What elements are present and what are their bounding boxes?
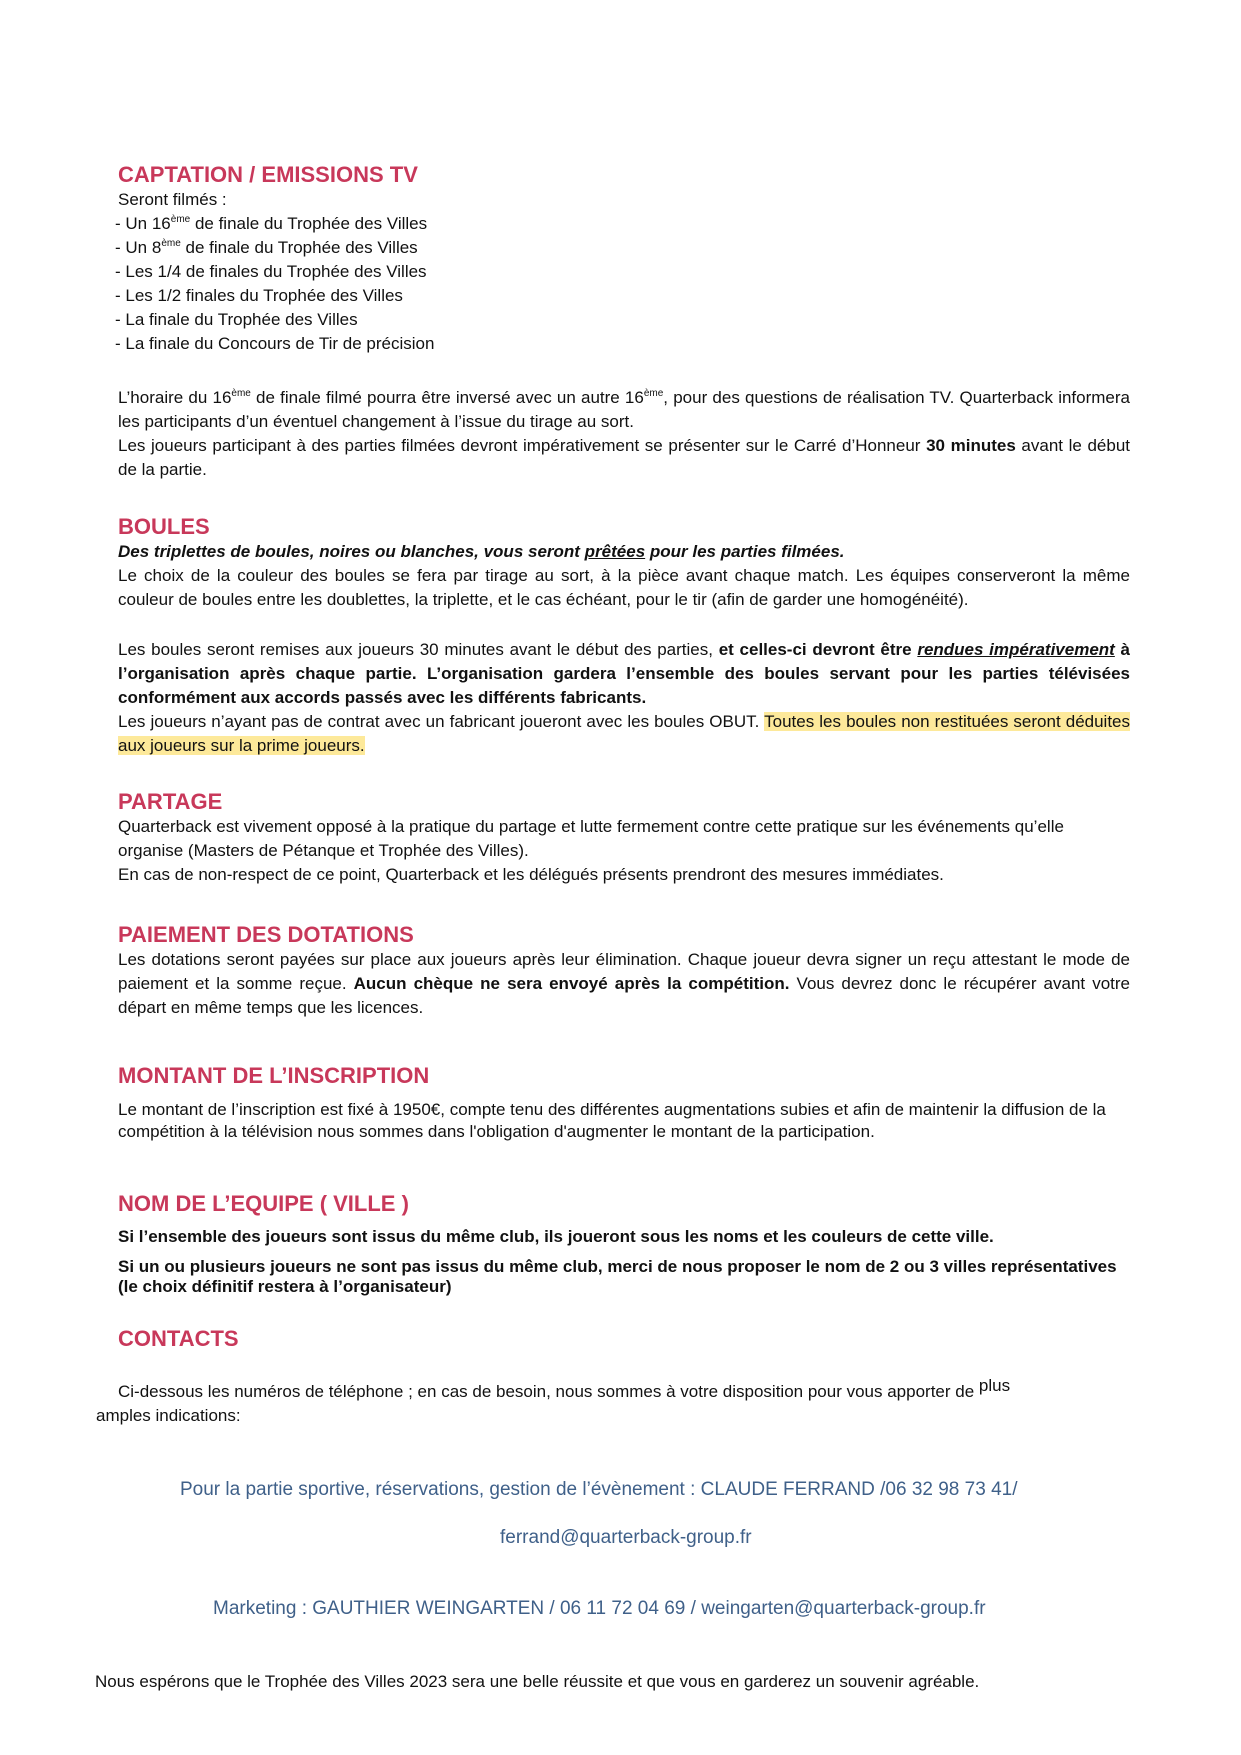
section-title: CONTACTS [118, 1326, 239, 1351]
section-paiement [118, 922, 1130, 1020]
partage-text: Quarterback est vivement opposé à la pratique du partage et lutte fermement contre cette pratique sur les événements qu’elle organise (Masters de Pétanque et Trophée des Villes). [118, 817, 1064, 860]
section-title: PAIEMENT DES DOTATIONS [118, 922, 414, 947]
paiement-text: Les dotations seront payées sur place aux joueurs après leur élimination. Chaque joueur devra signer un reçu attestant le mode de paiement et la somme reçue. Aucun chèque ne sera envoyé après la compétition. Vous devrez donc le récupérer avant votre départ en même temps que les licences. [118, 950, 1130, 1017]
section-title: NOM DE L’EQUIPE ( VILLE ) [118, 1191, 409, 1216]
section-title: CAPTATION / EMISSIONS TV [118, 162, 418, 187]
boules-lead: Des triplettes de boules, noires ou blanches, vous seront prêtées pour les parties filmées. [118, 542, 845, 561]
contact-sport: Pour la partie sportive, réservations, gestion de l’évènement : CLAUDE FERRAND /06 32 98 73 41/ [180, 1479, 1018, 1500]
list-item: - Les 1/2 finales du Trophée des Villes [115, 284, 1130, 308]
contacts-intro-end: amples indications: [96, 1406, 241, 1425]
contact-marketing: Marketing : GAUTHIER WEINGARTEN / 06 11 72 04 69 / weingarten@quarterback-group.fr [213, 1598, 986, 1619]
captation-paragraphs [118, 386, 1130, 482]
nom-same-club-text: Si l’ensemble des joueurs sont issus du même club, ils joueront sous les noms et les couleurs de cette ville. [118, 1227, 994, 1246]
closing-text: Nous espérons que le Trophée des Villes 2023 sera une belle réussite et que vous en garderez un souvenir agréable. [95, 1672, 980, 1691]
contacts-intro: Ci-dessous les numéros de téléphone ; en cas de besoin, nous sommes à votre disposition pour vous apporter de plus [118, 1376, 1011, 1401]
nom-mixed-club-text: Si un ou plusieurs joueurs ne sont pas issus du même club, merci de nous proposer le nom de 2 ou 3 villes représentatives (le choix définitif restera à l’organisateur) [118, 1257, 1117, 1296]
partage-measures-text: En cas de non-respect de ce point, Quarterback et les délégués présents prendront des mesures immédiates. [118, 865, 944, 884]
captation-arrival-text: Les joueurs participant à des parties filmées devront impérativement se présenter sur le Carré d’Honneur 30 minutes avant le début de la partie. [118, 436, 1131, 479]
montant-text: Le montant de l’inscription est fixé à 1950€, compte tenu des différentes augmentations subies et afin de maintenir la diffusion de la compétition à la télévision nous sommes dans l'obligation d'augmenter le montant de la participation. [118, 1100, 1106, 1141]
section-title: MONTANT DE L’INSCRIPTION [118, 1063, 430, 1088]
contact-sport-email[interactable]: ferrand@quarterback-group.fr [500, 1527, 752, 1548]
section-captation [118, 162, 1130, 356]
highlighted-text: Toutes les boules non restituées seront déduites aux joueurs sur la prime joueurs. [118, 712, 1131, 755]
section-nom-equipe [118, 1191, 1130, 1297]
list-item: - La finale du Trophée des Villes [115, 308, 1130, 332]
boules-obut-text: Les joueurs n’ayant pas de contrat avec un fabricant joueront avec les boules OBUT. Toutes les boules non restituées seront déduites aux joueurs sur la prime joueurs. [118, 712, 1131, 755]
section-contacts [118, 1326, 1130, 1352]
section-title: PARTAGE [118, 789, 223, 814]
section-boules [118, 514, 1130, 612]
section-title: BOULES [118, 514, 210, 539]
boules-return-text: Les boules seront remises aux joueurs 30 minutes avant le début des parties, et celles-ci devront être rendues impérativement à l’organisation après chaque partie. L’organisation gardera l’ensemble des boules servant pour les parties télévisées conformément aux accords passés avec les différents fabricants. [118, 640, 1131, 707]
section-partage [118, 789, 1130, 887]
list-item: - Un 8ème de finale du Trophée des Villes [115, 236, 1130, 260]
list-item: - Les 1/4 de finales du Trophée des Villes [115, 260, 1130, 284]
list-item: - La finale du Concours de Tir de précision [115, 332, 1130, 356]
captation-intro: Seront filmés : [118, 190, 227, 209]
list-item: - Un 16ème de finale du Trophée des Villes [115, 212, 1130, 236]
filmed-matches-list [118, 212, 1130, 356]
section-montant [118, 1063, 1130, 1143]
boules-return-block [118, 638, 1130, 758]
captation-schedule-text: L’horaire du 16ème de finale filmé pourra être inversé avec un autre 16ème, pour des questions de réalisation TV. Quarterback informera les participants d’un éventuel changement à l’issue du tirage au sort. [118, 388, 1130, 431]
boules-colour-text: Le choix de la couleur des boules se fera par tirage au sort, à la pièce avant chaque match. Les équipes conserveront la même couleur de boules entre les doublettes, la triplette, et le cas échéant, pour le tir (afin de garder une homogénéité). [118, 566, 1130, 609]
